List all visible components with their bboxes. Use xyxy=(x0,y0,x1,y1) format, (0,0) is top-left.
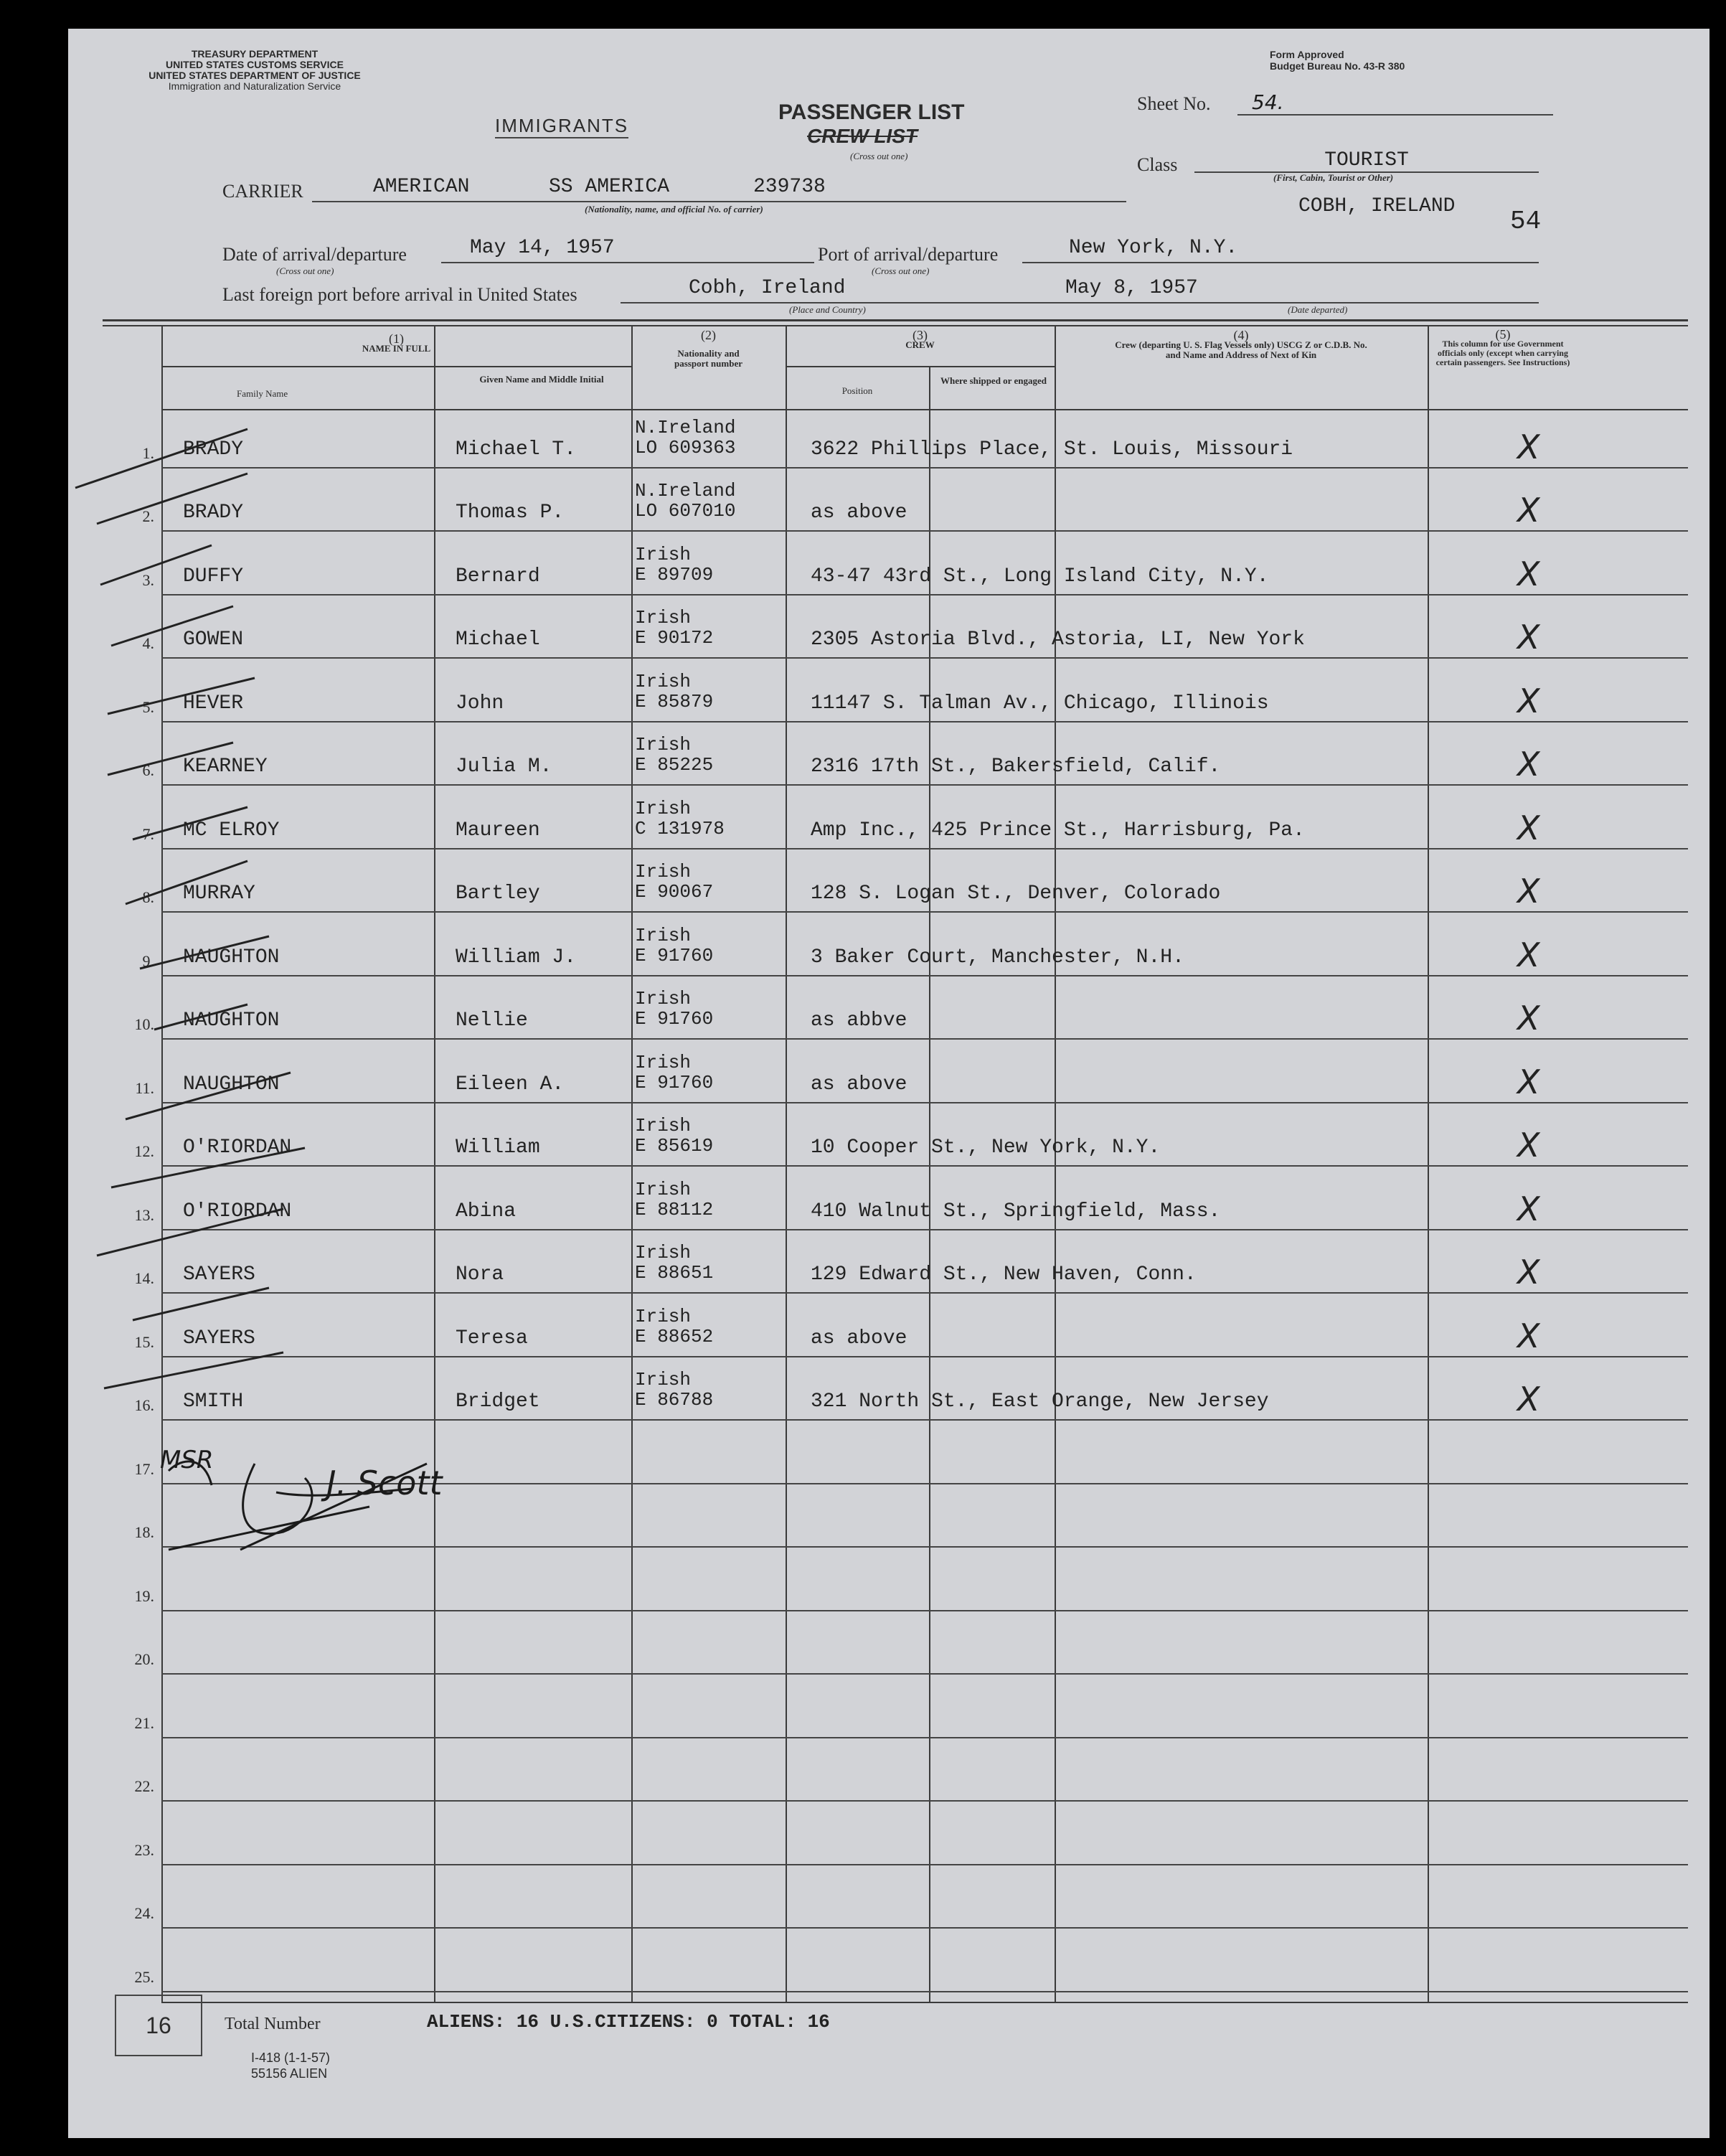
row-rule xyxy=(161,975,1688,976)
passport-number: E 90172 xyxy=(635,627,714,649)
family-name: NAUGHTON xyxy=(183,1073,280,1096)
table-top-rule xyxy=(103,319,1688,321)
row-number: 13. xyxy=(134,1206,154,1224)
official-check-mark: X xyxy=(1517,428,1540,466)
given-name: Michael xyxy=(456,629,540,651)
col1-title: NAME IN FULL xyxy=(362,343,431,354)
row-number: 11. xyxy=(135,1079,154,1097)
row-number: 23. xyxy=(134,1841,154,1859)
passport-number: E 88651 xyxy=(635,1262,714,1284)
given-name: Bridget xyxy=(456,1390,540,1413)
family-name: NAUGHTON xyxy=(183,946,280,969)
row-rule xyxy=(161,848,1688,849)
given-name: Bartley xyxy=(456,882,540,905)
arrival-port: New York, N.Y. xyxy=(1069,237,1238,259)
class-hint: (First, Cabin, Tourist or Other) xyxy=(1273,172,1394,183)
row-rule xyxy=(161,721,1688,722)
row-rule xyxy=(161,1610,1688,1611)
family-name-header: Family Name xyxy=(237,388,288,399)
nationality: Irish xyxy=(635,798,692,819)
passport-number: E 91760 xyxy=(635,1072,714,1093)
nationality: Irish xyxy=(635,1306,692,1327)
row-number: 14. xyxy=(134,1269,154,1287)
col4-number: (4) xyxy=(1233,328,1249,342)
family-name: HEVER xyxy=(183,692,244,715)
next-of-kin-address: as above xyxy=(811,502,907,524)
col-divider-where xyxy=(929,366,930,2002)
port-line xyxy=(1022,262,1539,263)
passport-number: E 86788 xyxy=(635,1389,714,1411)
given-name: William xyxy=(456,1136,540,1159)
date-line xyxy=(441,262,814,263)
given-name-header: Given Name and Middle Initial xyxy=(479,374,604,385)
nationality: N.Ireland xyxy=(635,417,736,438)
official-check-mark: X xyxy=(1517,491,1540,529)
row-rule xyxy=(161,1673,1688,1675)
total-box: 16 xyxy=(115,1995,202,2056)
carrier-hint: (Nationality, name, and official No. of carrier) xyxy=(585,204,763,215)
row-rule xyxy=(161,594,1688,596)
family-name: BRADY xyxy=(183,438,244,461)
handwritten-note: MSR xyxy=(160,1446,214,1474)
given-name: Michael T. xyxy=(456,438,577,461)
total-label: Total Number xyxy=(225,2015,321,2033)
form-id: I-418 (1-1-57) xyxy=(251,2051,331,2065)
row-rule xyxy=(161,467,1688,469)
col5-number: (5) xyxy=(1495,327,1511,342)
sheet-label: Sheet No. xyxy=(1137,93,1211,114)
row-number: 18. xyxy=(134,1523,154,1541)
row-rule xyxy=(161,1038,1688,1040)
given-name: Teresa xyxy=(456,1327,528,1350)
official-check-mark: X xyxy=(1517,1063,1540,1101)
nationality: Irish xyxy=(635,988,692,1009)
col5-title: This column for use Government officials only (except when carrying certain passengers. See Instructions) xyxy=(1435,339,1570,367)
official-check-mark: X xyxy=(1517,936,1540,974)
passport-number: C 131978 xyxy=(635,818,725,839)
row-rule xyxy=(161,1102,1688,1103)
agency-line: UNITED STATES CUSTOMS SERVICE xyxy=(166,59,344,70)
passport-number: E 85879 xyxy=(635,691,714,712)
col3-header xyxy=(786,330,1055,350)
agency-line: TREASURY DEPARTMENT xyxy=(191,48,319,60)
nationality: Irish xyxy=(635,671,692,692)
next-of-kin-address: 43-47 43rd St., Long Island City, N.Y. xyxy=(811,565,1269,588)
table-left-border xyxy=(161,326,163,2002)
row-number: 19. xyxy=(134,1587,154,1605)
row-rule xyxy=(161,1864,1688,1865)
family-name: GOWEN xyxy=(183,629,244,651)
family-name: O'RIORDAN xyxy=(183,1136,292,1159)
form-approved: Form Approved xyxy=(1270,49,1344,60)
official-check-mark: X xyxy=(1517,999,1540,1037)
category-label: IMMIGRANTS xyxy=(495,115,628,138)
class-value: TOURIST xyxy=(1194,149,1539,173)
row-number: 25. xyxy=(134,1968,154,1986)
row-number: 15. xyxy=(134,1333,154,1351)
row-number: 22. xyxy=(134,1777,154,1795)
row-rule xyxy=(161,1991,1688,1992)
row-rule xyxy=(161,784,1688,786)
next-of-kin-address: as above xyxy=(811,1073,907,1096)
form-title: PASSENGER LIST xyxy=(778,100,965,124)
citizens-label: U.S.CITIZENS: xyxy=(550,2011,696,2033)
row-number: 24. xyxy=(134,1904,154,1922)
next-of-kin-address: 2316 17th St., Bakersfield, Calif. xyxy=(811,755,1221,778)
given-name: Nora xyxy=(456,1263,504,1286)
family-name: NAUGHTON xyxy=(183,1009,280,1032)
passport-number: E 90067 xyxy=(635,881,714,903)
col-divider-nat xyxy=(631,326,633,2002)
row-number: 2. xyxy=(142,507,154,525)
official-check-mark: X xyxy=(1517,1317,1540,1355)
nationality: Irish xyxy=(635,544,692,565)
carrier-label: CARRIER xyxy=(222,181,303,202)
class-label: Class xyxy=(1137,154,1178,175)
row-rule xyxy=(161,657,1688,659)
nationality: Irish xyxy=(635,1179,692,1200)
passport-number: E 85619 xyxy=(635,1135,714,1157)
family-name: SMITH xyxy=(183,1390,244,1413)
col2-title: Nationality and passport number xyxy=(674,348,742,369)
passport-number: LO 607010 xyxy=(635,500,736,522)
next-of-kin-address: 410 Walnut St., Springfield, Mass. xyxy=(811,1200,1221,1223)
next-of-kin-address: Amp Inc., 425 Prince St., Harrisburg, Pa. xyxy=(811,819,1305,842)
given-name: Julia M. xyxy=(456,755,552,778)
row-rule xyxy=(161,530,1688,532)
nationality: Irish xyxy=(635,734,692,755)
family-name: MURRAY xyxy=(183,882,255,905)
total-count: 16 xyxy=(807,2011,830,2033)
row-rule xyxy=(161,1800,1688,1802)
last-port-hint: (Place and Country) xyxy=(789,304,866,315)
passport-number: E 89709 xyxy=(635,564,714,585)
position-header: Position xyxy=(841,385,873,396)
agency-line: UNITED STATES DEPARTMENT OF JUSTICE xyxy=(148,70,361,81)
row-number: 7. xyxy=(142,825,154,843)
cross-out-hint: (Cross out one) xyxy=(850,151,908,161)
family-name: MC ELROY xyxy=(183,819,280,842)
row-number: 17. xyxy=(134,1460,154,1478)
col2-number: (2) xyxy=(701,328,716,342)
row-number: 8. xyxy=(142,888,154,906)
official-check-mark: X xyxy=(1517,1253,1540,1291)
row-number: 20. xyxy=(134,1650,154,1668)
row-number: 12. xyxy=(134,1142,154,1160)
family-name: SAYERS xyxy=(183,1263,255,1286)
official-check-mark: X xyxy=(1517,1126,1540,1164)
table-top-rule-2 xyxy=(103,325,1688,326)
official-check-mark: X xyxy=(1517,809,1540,847)
date-label: Date of arrival/departure xyxy=(222,244,407,265)
nationality: Irish xyxy=(635,1115,692,1136)
col5-header xyxy=(1431,327,1575,367)
aliens-label: ALIENS: xyxy=(427,2011,506,2033)
nationality: Irish xyxy=(635,1369,692,1390)
carrier-line xyxy=(312,201,1126,202)
col4-header xyxy=(1069,330,1413,360)
last-port-label: Last foreign port before arrival in United States xyxy=(222,284,577,305)
nationality: Irish xyxy=(635,861,692,882)
carrier-nationality: AMERICAN xyxy=(373,176,470,198)
name-header-rule xyxy=(161,366,631,367)
agency-line: Immigration and Naturalization Service xyxy=(168,80,341,92)
given-name: Bernard xyxy=(456,565,540,588)
row-number: 21. xyxy=(134,1714,154,1732)
inspector-signature: J. Scott xyxy=(326,1464,443,1502)
port-stamp: COBH, IRELAND xyxy=(1298,195,1456,217)
col-divider-given xyxy=(434,326,435,2002)
form-title-crossed: CREW LIST xyxy=(807,125,918,147)
next-of-kin-address: 11147 S. Talman Av., Chicago, Illinois xyxy=(811,692,1269,715)
row-rule xyxy=(161,1165,1688,1167)
row-rule xyxy=(161,1419,1688,1421)
given-name: Eileen A. xyxy=(456,1073,565,1096)
next-of-kin-address: as above xyxy=(811,1327,907,1350)
family-name: SAYERS xyxy=(183,1327,255,1350)
header-bottom-rule xyxy=(161,409,1688,410)
page-stamp: 54 xyxy=(1510,207,1542,236)
next-of-kin-address: 2305 Astoria Blvd., Astoria, LI, New York xyxy=(811,629,1305,651)
row-rule xyxy=(161,1229,1688,1230)
sheet-number: 54. xyxy=(1237,90,1553,116)
row-rule xyxy=(161,1356,1688,1357)
carrier-number: 239738 xyxy=(753,176,826,198)
nationality: Irish xyxy=(635,925,692,946)
row-number: 4. xyxy=(142,634,154,652)
passport-number: E 88652 xyxy=(635,1326,714,1347)
row-rule xyxy=(161,1292,1688,1294)
row-number: 6. xyxy=(142,761,154,779)
official-check-mark: X xyxy=(1517,618,1540,656)
agency-block xyxy=(97,49,412,92)
next-of-kin-address: 321 North St., East Orange, New Jersey xyxy=(811,1390,1269,1413)
port-hint: (Cross out one) xyxy=(872,265,930,276)
date-hint: (Cross out one) xyxy=(276,265,334,276)
row-rule xyxy=(161,911,1688,913)
summary-line xyxy=(427,2011,830,2033)
port-label: Port of arrival/departure xyxy=(818,244,999,265)
official-check-mark: X xyxy=(1517,872,1540,910)
col4-title: Crew (departing U. S. Flag Vessels only) USCG Z or C.D.B. No. and Name and Address of Next of Kin xyxy=(1115,339,1367,360)
nationality: Irish xyxy=(635,1052,692,1073)
col3-number: (3) xyxy=(912,328,928,342)
manifest-sheet xyxy=(68,29,1710,2138)
date-departed-hint: (Date departed) xyxy=(1288,304,1348,315)
passport-number: E 91760 xyxy=(635,945,714,966)
col3-title: CREW xyxy=(905,339,935,350)
row-number: 16. xyxy=(134,1396,154,1414)
aliens-count: 16 xyxy=(516,2011,539,2033)
where-header: Where shipped or engaged xyxy=(940,375,1047,386)
form-code: 55156 ALIEN xyxy=(251,2066,328,2081)
next-of-kin-address: 128 S. Logan St., Denver, Colorado xyxy=(811,882,1221,905)
official-check-mark: X xyxy=(1517,745,1540,783)
given-name: Nellie xyxy=(456,1009,528,1032)
nationality: Irish xyxy=(635,607,692,629)
official-check-mark: X xyxy=(1517,555,1540,593)
carrier-name: SS AMERICA xyxy=(549,176,670,198)
next-of-kin-address: as abbve xyxy=(811,1009,907,1032)
family-name: DUFFY xyxy=(183,565,244,588)
row-number: 5. xyxy=(142,698,154,716)
given-name: Abina xyxy=(456,1200,517,1223)
official-check-mark: X xyxy=(1517,1380,1540,1418)
nationality: Irish xyxy=(635,1242,692,1263)
next-of-kin-address: 10 Cooper St., New York, N.Y. xyxy=(811,1136,1161,1159)
row-number: 1. xyxy=(142,444,154,462)
passport-number: LO 609363 xyxy=(635,437,736,458)
last-port-line xyxy=(621,302,1539,303)
arrival-date: May 14, 1957 xyxy=(470,237,615,259)
given-name: William J. xyxy=(456,946,577,969)
col-divider-crew xyxy=(786,326,787,2002)
official-check-mark: X xyxy=(1517,1190,1540,1228)
given-name: Thomas P. xyxy=(456,502,565,524)
nationality: N.Ireland xyxy=(635,480,736,502)
passport-number: E 88112 xyxy=(635,1199,714,1220)
next-of-kin-address: 3 Baker Court, Manchester, N.H. xyxy=(811,946,1184,969)
table-bottom-rule xyxy=(161,2002,1688,2003)
last-port: Cobh, Ireland xyxy=(689,277,846,299)
col1-header xyxy=(161,331,631,354)
col2-header xyxy=(631,330,786,369)
col-divider-official xyxy=(1428,326,1429,2002)
given-name: John xyxy=(456,692,504,715)
next-of-kin-address: 129 Edward St., New Haven, Conn. xyxy=(811,1263,1197,1286)
row-number: 10. xyxy=(134,1015,154,1033)
date-departed: May 8, 1957 xyxy=(1065,277,1198,299)
passport-number: E 85225 xyxy=(635,754,714,776)
passport-number: E 91760 xyxy=(635,1008,714,1030)
row-rule xyxy=(161,1737,1688,1738)
total-label-2: TOTAL: xyxy=(729,2011,796,2033)
given-name: Maureen xyxy=(456,819,540,842)
row-number: 9. xyxy=(142,952,154,970)
crew-header-rule xyxy=(786,366,1055,367)
official-check-mark: X xyxy=(1517,682,1540,720)
row-number: 3. xyxy=(142,571,154,589)
citizens-count: 0 xyxy=(707,2011,718,2033)
family-name: KEARNEY xyxy=(183,755,268,778)
family-name: O'RIORDAN xyxy=(183,1200,292,1223)
col1-number: (1) xyxy=(389,331,404,346)
family-name: BRADY xyxy=(183,502,244,524)
row-rule xyxy=(161,1927,1688,1929)
budget-bureau: Budget Bureau No. 43-R 380 xyxy=(1270,60,1405,72)
next-of-kin-address: 3622 Phillips Place, St. Louis, Missouri xyxy=(811,438,1293,461)
row-rule xyxy=(161,1546,1688,1548)
